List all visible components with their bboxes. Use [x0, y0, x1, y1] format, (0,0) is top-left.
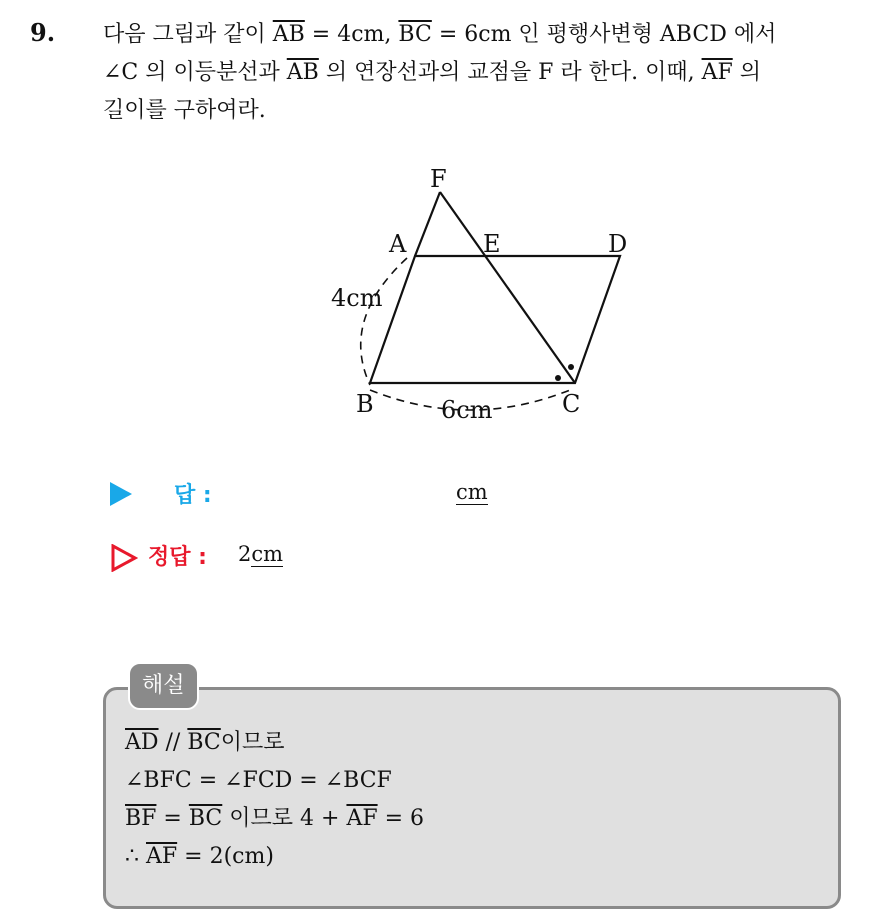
label-e: E — [483, 230, 501, 258]
correct-answer-unit: cm — [251, 542, 284, 566]
solution-text-part: = — [156, 806, 189, 831]
outline-arrow-icon — [110, 544, 138, 572]
solution-line-2: ∠BFC = ∠FCD = ∠BCF — [125, 768, 392, 793]
question-text-part: = 4cm, — [304, 22, 399, 47]
segment-af: $\overline{AF}$ — [346, 806, 378, 831]
solution-line-4 — [125, 838, 424, 876]
label-a: A — [389, 230, 407, 258]
solution-line-3 — [125, 800, 424, 838]
segment-bc: $\overline{BC}$ — [187, 730, 221, 755]
question-text-part: 다음 그림과 같이 — [103, 22, 273, 47]
segment-bf: $\overline{BF}$ — [125, 806, 157, 831]
length-ab-label: 4cm — [331, 284, 383, 312]
label-d: D — [608, 230, 628, 258]
question-text-part: ∠C 의 이등분선과 — [103, 60, 287, 85]
angle-mark-dot — [568, 364, 574, 370]
solution-lines — [125, 724, 424, 876]
question-line-3: 길이를 구하여라. — [103, 98, 266, 123]
segment-af: $\overline{AF}$ — [701, 60, 733, 85]
question-text-part: 의 연장선과의 교점을 F 라 한다. 이때, — [318, 60, 702, 85]
question-number: 9. — [30, 18, 56, 47]
segment-af: $\overline{AF}$ — [146, 844, 178, 869]
bisector-fc — [440, 192, 575, 383]
solution-text-part: 이므로 — [220, 730, 285, 755]
segment-ad: $\overline{AD}$ — [125, 730, 159, 755]
length-bc-label: 6cm — [441, 396, 493, 424]
dimension-arc-ab — [361, 258, 407, 385]
parallelogram-abcd — [370, 256, 620, 383]
therefore-symbol: ∴ — [125, 844, 146, 869]
correct-answer-number: 2 — [238, 542, 252, 566]
correct-answer-row — [110, 540, 710, 576]
label-f: F — [430, 165, 447, 193]
segment-bc: $\overline{BC}$ — [398, 22, 432, 47]
angle-mark-dot — [555, 375, 561, 381]
line-fa-extension — [415, 192, 440, 256]
answer-unit: cm — [456, 480, 488, 504]
answer-row — [110, 478, 710, 514]
solution-text-part: = 2(cm) — [177, 844, 274, 869]
label-b: B — [356, 390, 374, 418]
question-text-part: 의 — [732, 60, 761, 85]
segment-bc: $\overline{BC}$ — [188, 806, 223, 831]
answer-label: 답 : — [174, 483, 212, 508]
play-arrow-icon — [110, 482, 132, 506]
correct-answer-label: 정답 : — [148, 545, 207, 570]
solution-text-part: 이므로 4 + — [222, 806, 347, 831]
label-c: C — [562, 390, 581, 418]
question-text-part: = 6cm 인 평행사변형 ABCD 에서 — [431, 22, 777, 47]
segment-ab: $\overline{AB}$ — [272, 22, 305, 47]
solution-text-part: // — [158, 730, 188, 755]
segment-ab: $\overline{AB}$ — [286, 60, 319, 85]
solution-line-1 — [125, 724, 424, 762]
solution-text-part: = 6 — [377, 806, 425, 831]
correct-answer-value — [238, 542, 283, 567]
solution-tab: 해설 — [128, 662, 199, 710]
